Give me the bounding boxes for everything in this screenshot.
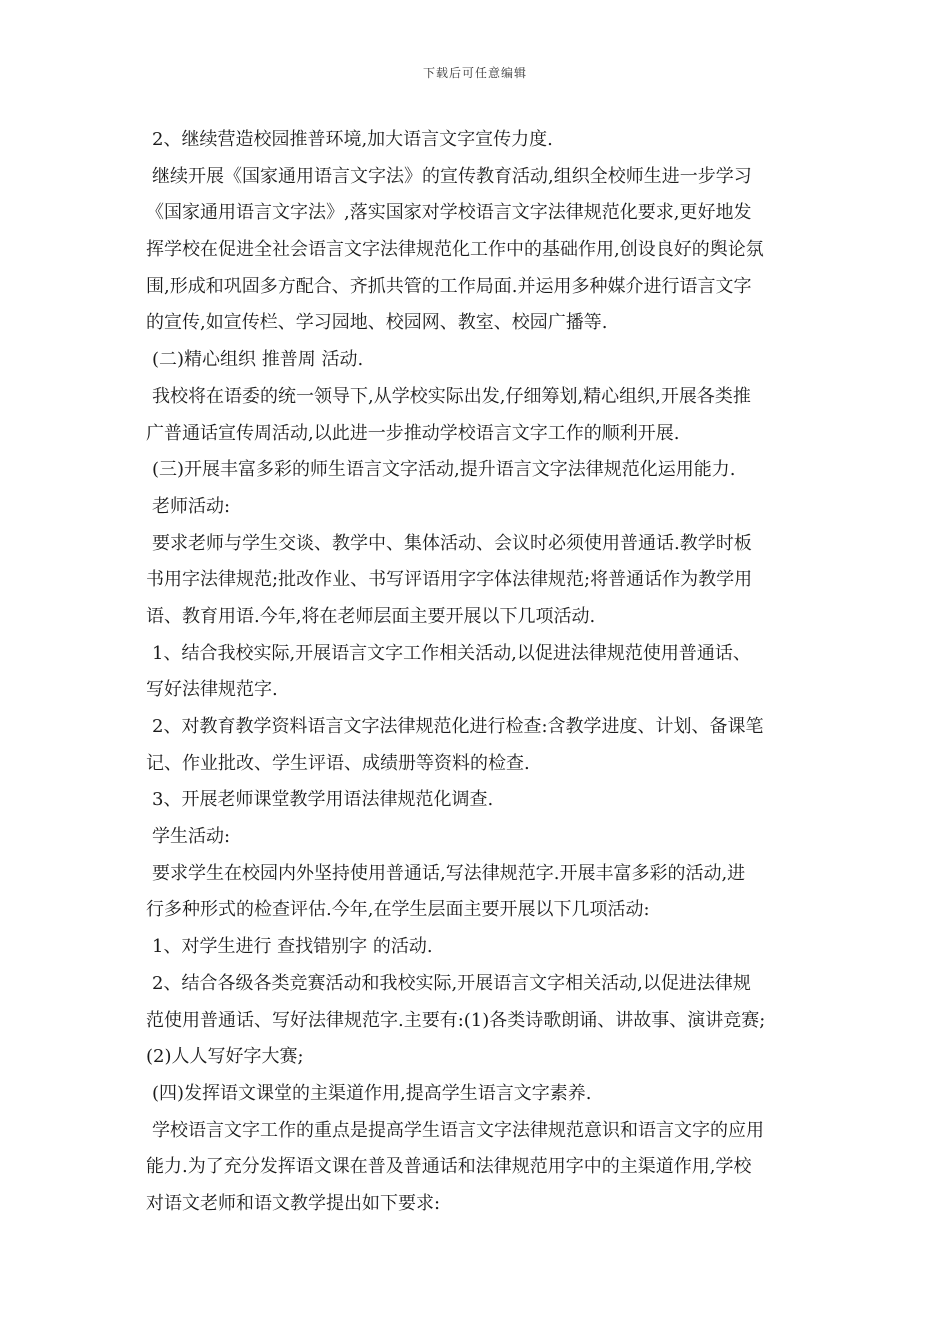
text-line: 挥学校在促进全社会语言文字法律规范化工作中的基础作用,创设良好的舆论氛 [146,239,764,261]
text-line: 我校将在语委的统一领导下,从学校实际出发,仔细筹划,精心组织,开展各类推 [152,385,751,407]
document-body [146,122,816,1223]
text-line: (2)人人写好字大赛; [146,1046,304,1068]
text-line: 写好法律规范字. [146,679,278,701]
section-heading: (三)开展丰富多彩的师生语言文字活动,提升语言文字法律规范化运用能力. [152,459,736,481]
section-heading: (二)精心组织 推普周 活动. [152,349,364,371]
page-header-note: 下载后可任意编辑 [422,66,527,80]
text-line: 记、作业批改、学生评语、成绩册等资料的检查. [146,752,530,774]
text-line: 学校语言文字工作的重点是提高学生语言文字法律规范意识和语言文字的应用 [152,1119,764,1141]
list-item: 1、结合我校实际,开展语言文字工作相关活动,以促进法律规范使用普通话、 [152,642,751,664]
text-line: 继续开展《国家通用语言文字法》的宣传教育活动,组织全校师生进一步学习 [152,165,752,187]
text-line: 广普通话宣传周活动,以此进一步推动学校语言文字工作的顺利开展. [146,422,680,444]
list-item: 2、结合各级各类竞赛活动和我校实际,开展语言文字相关活动,以促进法律规 [152,972,751,994]
text-line: 范使用普通话、写好法律规范字.主要有:(1)各类诗歌朗诵、讲故事、演讲竞赛; [146,1009,766,1031]
text-line: 围,形成和巩固多方配合、齐抓共管的工作局面.并运用多种媒介进行语言文字 [146,275,752,297]
text-line: 对语文老师和语文教学提出如下要求: [146,1192,441,1214]
text-line: 能力.为了充分发挥语文课在普及普通话和法律规范用字中的主渠道作用,学校 [146,1156,752,1178]
subsection-heading: 老师活动: [152,495,231,517]
list-item: 1、对学生进行 查找错别字 的活动. [152,936,433,958]
text-line: 《国家通用语言文字法》,落实国家对学校语言文字法律规范化要求,更好地发 [146,202,752,224]
list-item: 3、开展老师课堂教学用语法律规范化调查. [152,789,494,811]
text-line: 2、继续营造校园推普环境,加大语言文字宣传力度. [152,129,553,150]
text-line: 的宣传,如宣传栏、学习园地、校园网、教室、校园广播等. [146,312,608,334]
subsection-heading: 学生活动: [152,826,231,848]
section-heading: (四)发挥语文课堂的主渠道作用,提高学生语言文字素养. [152,1082,592,1104]
text-line: 书用字法律规范;批改作业、书写评语用字字体法律规范;将普通话作为教学用 [146,569,753,591]
text-line: 语、教育用语.今年,将在老师层面主要开展以下几项活动. [146,605,596,627]
list-item: 2、对教育教学资料语言文字法律规范化进行检查:含教学进度、计划、备课笔 [152,716,764,737]
text-line: 要求学生在校园内外坚持使用普通话,写法律规范字.开展丰富多彩的活动,进 [152,862,746,884]
text-line: 行多种形式的检查评估.今年,在学生层面主要开展以下几项活动: [146,899,650,921]
text-line: 要求老师与学生交谈、教学中、集体活动、会议时必须使用普通话.教学时板 [152,532,752,554]
